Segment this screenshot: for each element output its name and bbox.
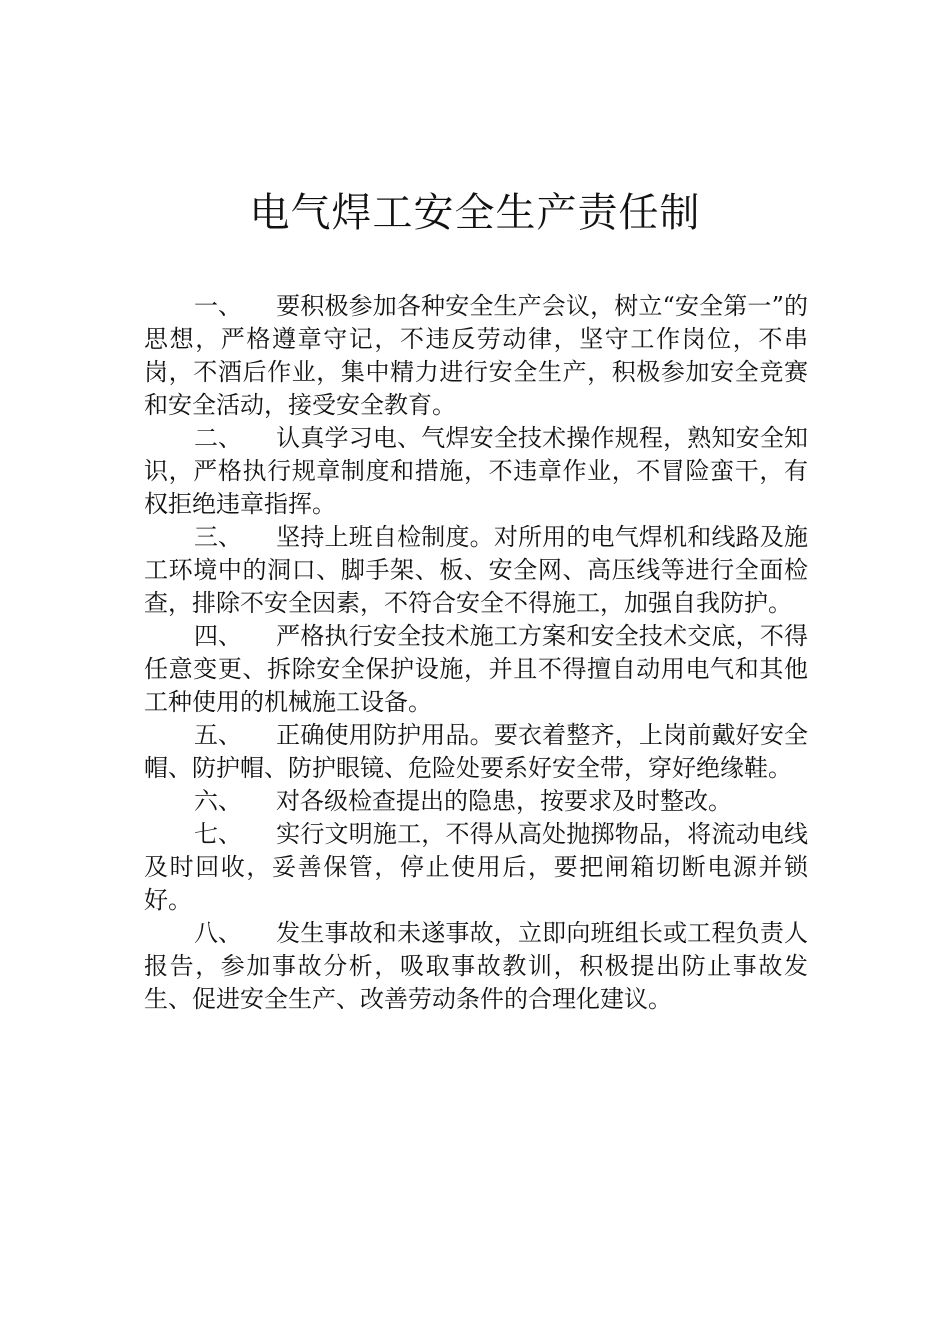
clause-text: 对各级检查提出的隐患，按要求及时整改。 xyxy=(276,787,732,815)
clause-number: 一、 xyxy=(194,292,242,320)
clause-6 xyxy=(144,785,808,818)
clause-8 xyxy=(144,917,808,1016)
clause-number: 二、 xyxy=(194,424,242,452)
clause-number: 四、 xyxy=(194,622,242,650)
clause-2 xyxy=(144,422,808,521)
clause-text: 要积极参加各种安全生产会议，树立“安全第一”的思想，严格遵章守记，不违反劳动律，坚守工作岗位，不串岗，不酒后作业，集中精力进行安全生产，积极参加安全竞赛和安全活动，接受安全教育。 xyxy=(144,292,808,419)
clause-7 xyxy=(144,818,808,917)
clause-number: 七、 xyxy=(194,820,242,848)
clause-text: 认真学习电、气焊安全技术操作规程，熟知安全知识，严格执行规章制度和措施，不违章作业，不冒险蛮干，有权拒绝违章指挥。 xyxy=(144,424,808,518)
clause-text: 正确使用防护用品。要衣着整齐，上岗前戴好安全帽、防护帽、防护眼镜、危险处要系好安全带，穿好绝缘鞋。 xyxy=(144,721,808,782)
clause-text: 严格执行安全技术施工方案和安全技术交底，不得任意变更、拆除安全保护设施，并且不得擅自动用电气和其他工种使用的机械施工设备。 xyxy=(144,622,808,716)
clause-text: 实行文明施工，不得从高处抛掷物品，将流动电线及时回收，妥善保管，停止使用后，要把闸箱切断电源并锁好。 xyxy=(144,820,808,914)
clause-3 xyxy=(144,521,808,620)
clause-text: 发生事故和未遂事故，立即向班组长或工程负责人报告，参加事故分析，吸取事故教训，积极提出防止事故发生、促进安全生产、改善劳动条件的合理化建议。 xyxy=(144,919,808,1013)
document-title: 电气焊工安全生产责任制 xyxy=(249,189,701,236)
clause-number: 五、 xyxy=(194,721,242,749)
clause-5 xyxy=(144,719,808,785)
clause-number: 六、 xyxy=(194,787,242,815)
clause-number: 八、 xyxy=(194,919,242,947)
clause-text: 坚持上班自检制度。对所用的电气焊机和线路及施工环境中的洞口、脚手架、板、安全网、高压线等进行全面检查，排除不安全因素，不符合安全不得施工，加强自我防护。 xyxy=(144,523,808,617)
clause-4 xyxy=(144,620,808,719)
clause-1 xyxy=(144,290,808,422)
clause-number: 三、 xyxy=(194,523,242,551)
clause-list xyxy=(144,290,808,1016)
